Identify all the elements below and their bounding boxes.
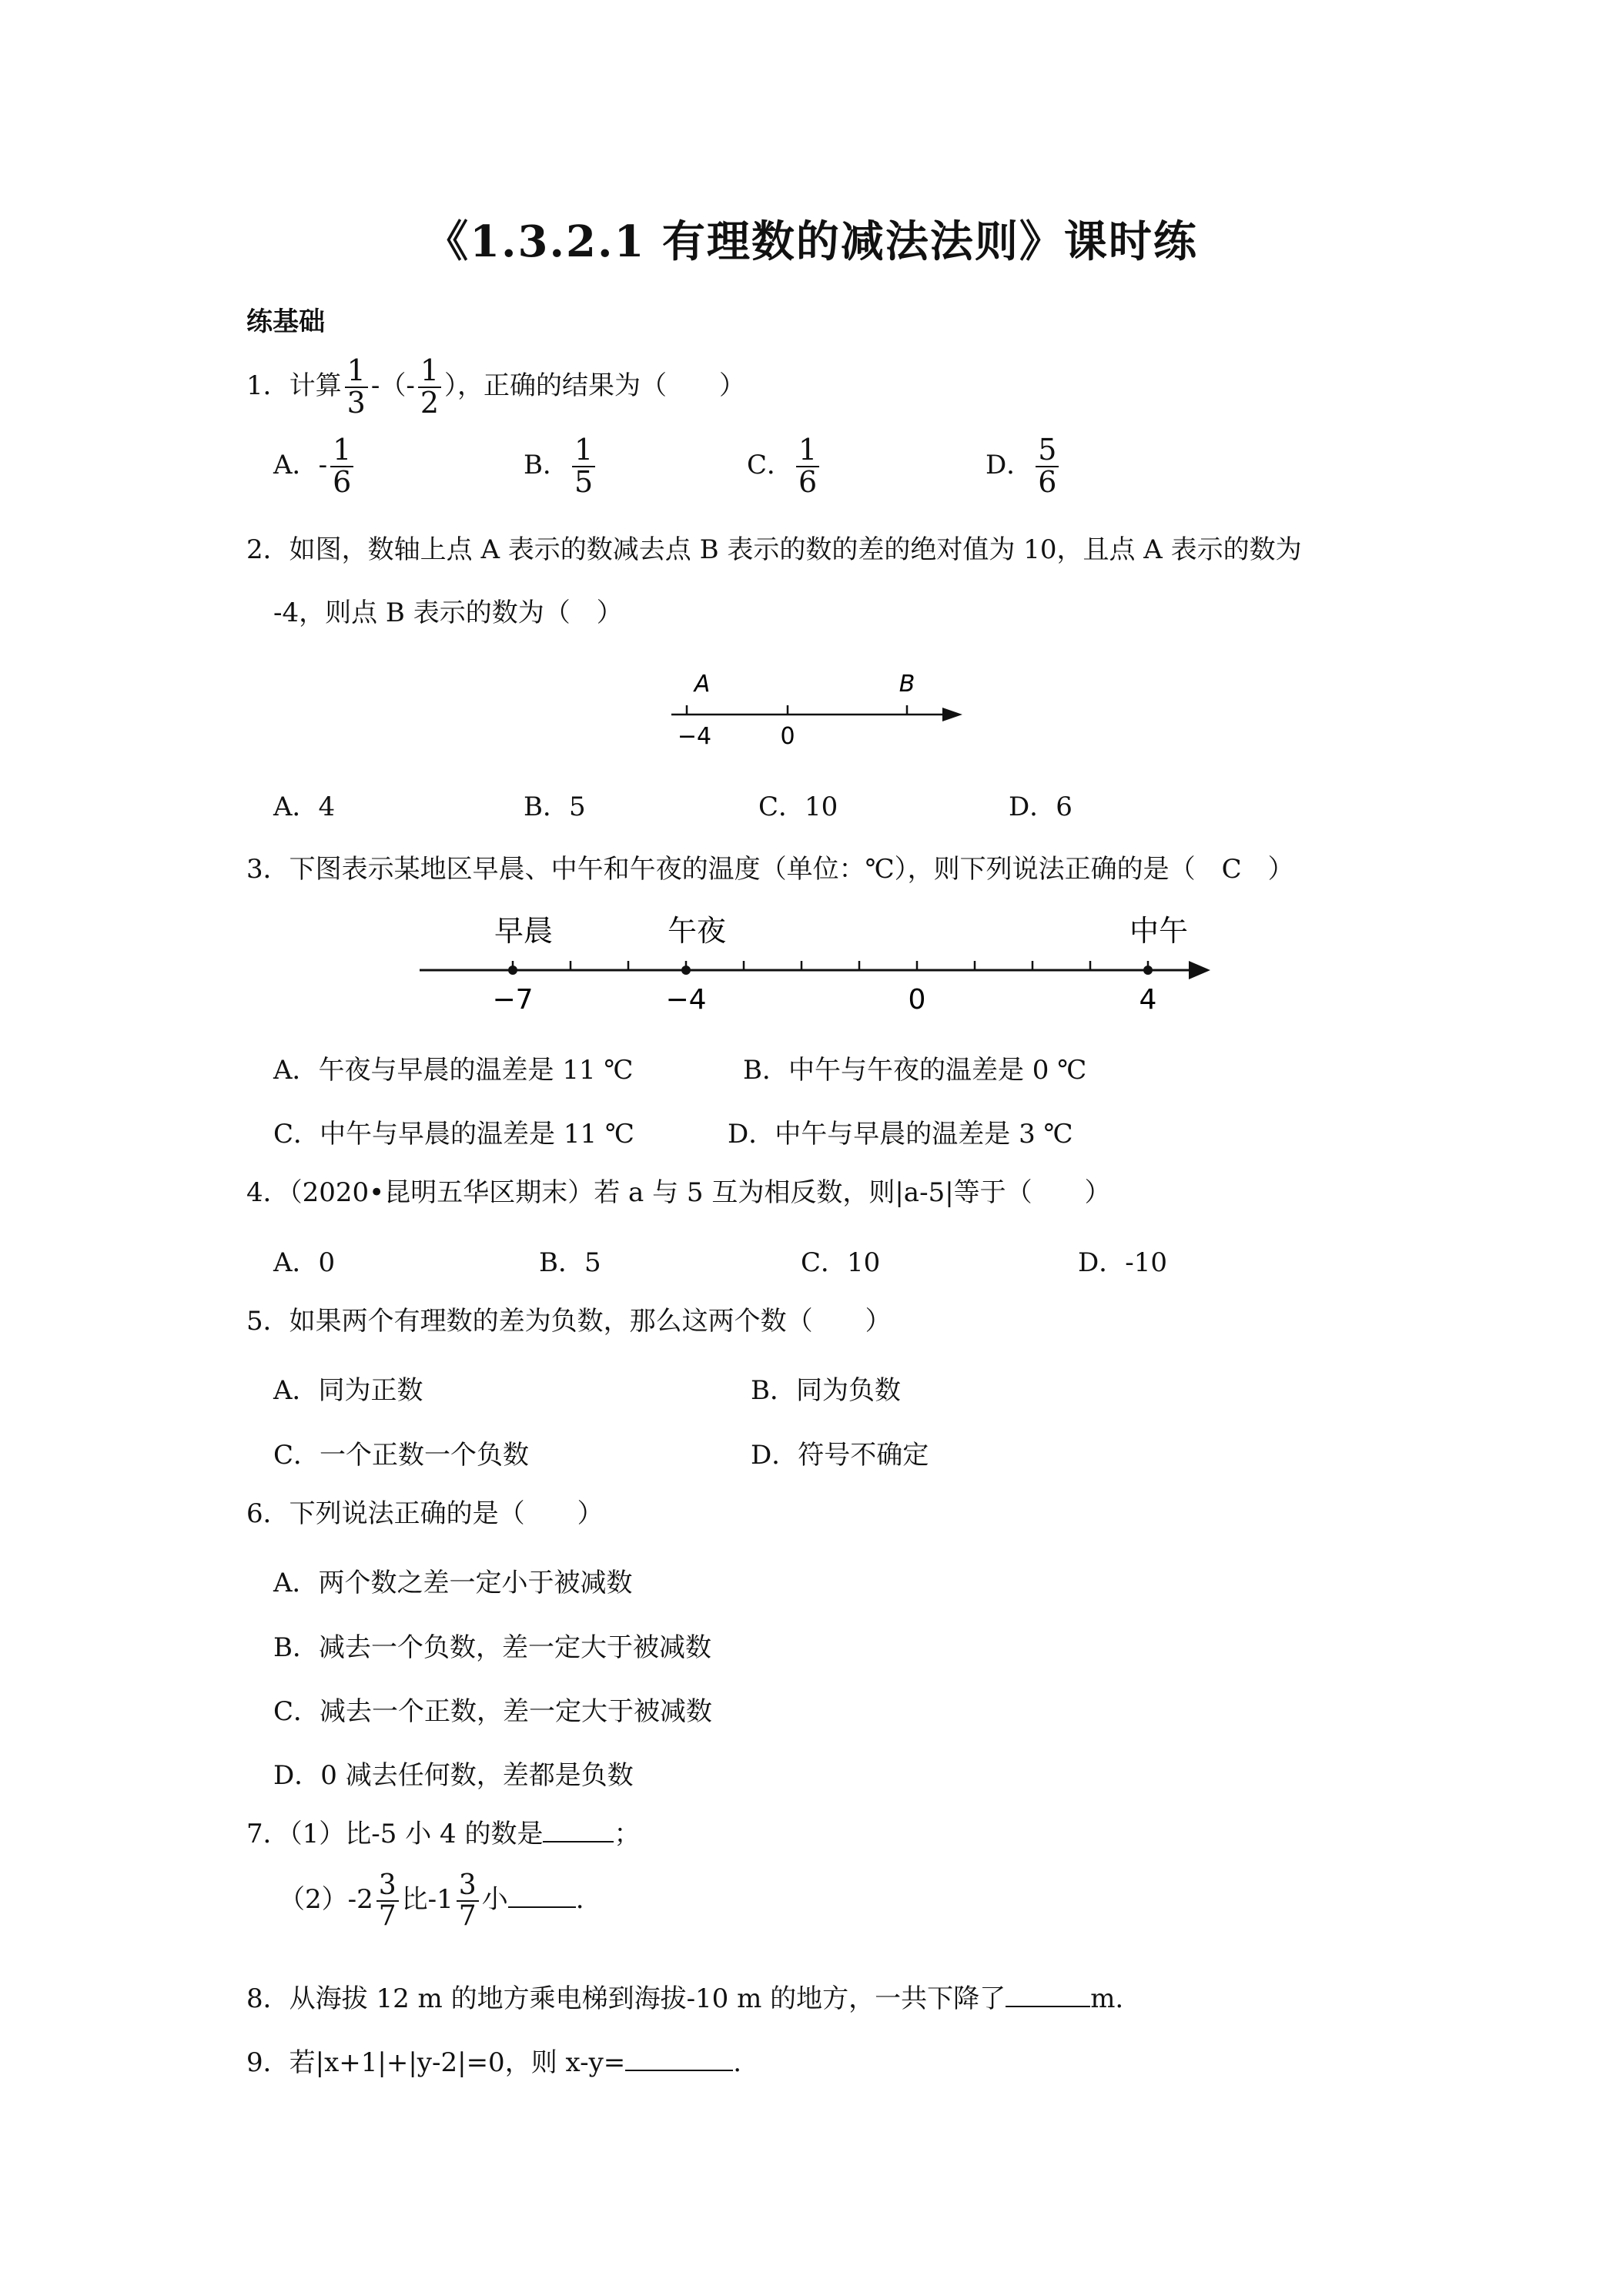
option-a: A．同为正数 <box>273 1375 423 1406</box>
tick-label: −4 <box>677 723 712 750</box>
fraction: $\frac{3}{7}$ <box>457 1871 479 1931</box>
question-7: 7．（1）比-5 小 4 的数是 ； <box>246 1819 641 1849</box>
question-8: 8．从海拔 12 m 的地方乘电梯到海拔-10 m 的地方，一共下降了 m. <box>246 1983 1124 2014</box>
question-9: 9．若|x+1|+|y-2|=0，则 x-y= . <box>246 2047 742 2078</box>
option-d: D． $\frac{5}{6}$ <box>986 435 1062 498</box>
answer-blank[interactable] <box>1006 1983 1090 2007</box>
option-c: C．10 <box>801 1247 881 1278</box>
question-2: 2．如图，数轴上点 A 表示的数减去点 B 表示的数的差的绝对值为 10，且点 A 表示的数为 <box>246 534 1302 565</box>
question-6: 6．下列说法正确的是（ ） <box>246 1498 604 1529</box>
morning-label: 早晨 <box>494 914 554 948</box>
question-4: 4．（2020•昆明五华区期末）若 a 与 5 互为相反数，则|a-5|等于（ ） <box>246 1177 1111 1208</box>
question-5: 5．如果两个有理数的差为负数，那么这两个数（ ） <box>246 1306 892 1337</box>
tick-label: −7 <box>492 984 534 1016</box>
option-a: A．午夜与早晨的温差是 11 ℃ <box>273 1055 634 1086</box>
option-b: B．5 <box>524 792 586 822</box>
option-d: D．中午与早晨的温差是 3 ℃ <box>728 1119 1073 1150</box>
option-a: A．0 <box>273 1247 336 1278</box>
question-number: 5． <box>246 1306 289 1337</box>
option-a: A．4 <box>273 792 336 822</box>
fraction: $\frac{3}{7}$ <box>376 1871 399 1931</box>
tick-label: 0 <box>780 723 795 750</box>
number-line-q2 <box>662 662 970 755</box>
question-7-part-2: （2）-2 $\frac{3}{7}$ 比-1 $\frac{3}{7}$ 小 . <box>279 1869 584 1932</box>
question-number: 8． <box>246 1983 289 2014</box>
fraction: $\frac{1}{3}$ <box>345 356 368 419</box>
answer-blank[interactable] <box>543 1818 614 1842</box>
question-number: 2． <box>246 534 289 565</box>
option-b: B．同为负数 <box>751 1375 901 1406</box>
option-a: A．两个数之差一定小于被减数 <box>273 1568 633 1598</box>
fraction: $\frac{1}{2}$ <box>418 356 441 419</box>
point-a-label: A <box>694 671 711 698</box>
morning-point <box>508 966 517 975</box>
option-c: C．10 <box>758 792 838 822</box>
question-number: 1． <box>246 370 289 401</box>
midnight-label: 午夜 <box>667 914 727 948</box>
point-b-label: B <box>899 671 915 698</box>
option-b: B．减去一个负数，差一定大于被减数 <box>273 1632 711 1663</box>
option-c: C． $\frac{1}{6}$ <box>747 435 822 498</box>
tick-label: 0 <box>908 984 926 1016</box>
question-3: 3．下图表示某地区早晨、中午和午夜的温度（单位：℃），则下列说法正确的是（ C ） <box>246 854 1294 885</box>
question-number: 4． <box>246 1177 289 1208</box>
question-2-line2: -4，则点 B 表示的数为（ ） <box>273 597 623 628</box>
option-c: C．一个正数一个负数 <box>273 1440 530 1471</box>
answer-blank[interactable] <box>508 1883 576 1908</box>
noon-label: 中午 <box>1129 914 1189 948</box>
option-b: B．5 <box>539 1247 601 1278</box>
option-d: D．-10 <box>1078 1247 1168 1278</box>
question-1: 1．计算 $\frac{1}{3}$ -（- $\frac{1}{2}$ ），正确的结果为（ ） <box>246 353 745 420</box>
temperature-number-line <box>408 901 1224 1024</box>
option-d: D．符号不确定 <box>751 1440 929 1471</box>
tick-label: 4 <box>1139 984 1157 1016</box>
option-c: C．中午与早晨的温差是 11 ℃ <box>273 1119 634 1150</box>
question-number: 9． <box>246 2047 289 2078</box>
page-title: 《1.3.2.1 有理数的减法法则》课时练 <box>425 216 1198 267</box>
question-number: 7． <box>246 1819 289 1849</box>
answer-blank[interactable] <box>625 2047 733 2071</box>
question-number: 6． <box>246 1498 289 1529</box>
tick-label: −4 <box>665 984 707 1016</box>
option-d: D．0 减去任何数，差都是负数 <box>273 1760 634 1791</box>
question-number: 3． <box>246 854 289 885</box>
noon-point <box>1143 966 1153 975</box>
option-b: B． $\frac{1}{5}$ <box>524 435 598 498</box>
option-c: C．减去一个正数，差一定大于被减数 <box>273 1696 713 1727</box>
section-heading: 练基础 <box>246 306 325 337</box>
option-b: B．中午与午夜的温差是 0 ℃ <box>743 1055 1087 1086</box>
option-a: A．- $\frac{1}{6}$ <box>273 435 356 498</box>
option-d: D．6 <box>1009 792 1073 822</box>
midnight-point <box>681 966 691 975</box>
